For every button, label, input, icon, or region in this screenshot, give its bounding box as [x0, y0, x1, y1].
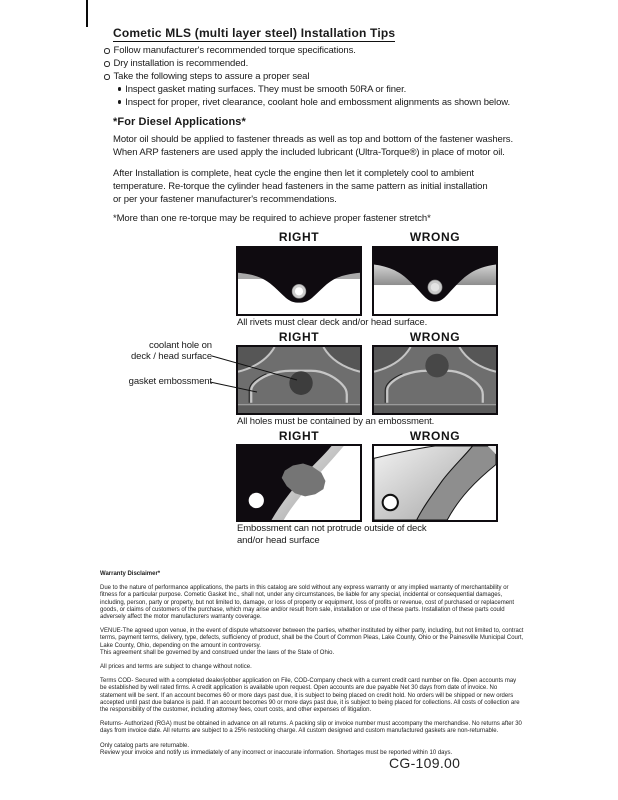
page-code: CG-109.00 — [389, 755, 461, 771]
disclaimer-paragraph: Returns- Authorized (RGA) must be obtained in advance on all returns. A packing slip or invoice number must accompany the merchandise. No returns after 30 days from invoice date. All returns are subject to a 25% restocking charge. All custom designed and custom manufactured gaskets are non-returnable. — [100, 721, 522, 735]
diesel-paragraph-1 — [113, 133, 593, 159]
bullet-icon — [118, 87, 121, 90]
paragraph-line: When ARP fasteners are used apply the included lubricant (Ultra-Torque®) in place of motor oil. — [113, 147, 505, 158]
installation-tips-list — [104, 44, 574, 109]
disclaimer-paragraph: This agreement shall be governed by and construed under the laws of the State of Ohio. — [100, 649, 335, 656]
list-item — [118, 83, 574, 96]
open-bullet-icon — [104, 61, 110, 67]
tip-text: Follow manufacturer's recommended torque specifications. — [113, 45, 356, 56]
disclaimer-paragraph: Terms COD- Secured with a completed dealer/jobber application on File, COD-Company check with a current credit card number on file. Open accounts may be established by well rated firms. A credit application is available upon request. Open accounts are due payable Net 30 days from date of invoice. No statement will be sent. If an account becomes 60 or more days past due, it is subject to being placed on credit hold. No orders will be shipped or new orders accepted until past due balance is paid. If an account becomes 90 or more days past due, it is subject to being placed for collections. All costs of collection are the responsibility of the customer, including attorney fees, court costs, and other expenses of litigation. — [100, 678, 520, 714]
diesel-heading: *For Diesel Applications* — [113, 116, 246, 128]
gasket-embossment-callout: gasket embossment — [128, 376, 212, 387]
wrong-label: WRONG — [409, 429, 461, 443]
coolant-wrong-illustration — [374, 347, 496, 413]
protrude-wrong-illustration — [374, 446, 496, 520]
list-item — [118, 96, 574, 109]
disclaimer-paragraph: Due to the nature of performance applications, the parts in this catalog are sold without any express warranty or any implied warranty of merchantability or fitness for a particular purpose. Cometic Gasket Inc., shall not, under any circumstances, be liable for any special, incidental or consequential damages, including, person, party or property, but not limited to, damage, or loss of property or equipment, loss of profits or revenue, cost of purchased or replacement goods, or claims of customers of the purchase, which may arise and/or result from sale, installation or use of these parts. Installation of these parts could adversely affect the motor manufacturers warranty coverage. — [100, 585, 515, 621]
callout-line: coolant hole on — [149, 340, 212, 351]
paragraph-line: Motor oil should be applied to fastener threads as well as top and bottom of the fastener washers. — [113, 134, 513, 145]
rivet-wrong-illustration — [374, 248, 496, 314]
page-title — [113, 24, 395, 42]
diagram-rivet-right — [236, 246, 362, 316]
rivet-right-illustration — [238, 248, 360, 314]
row2-caption: All holes must be contained by an embossment. — [237, 416, 435, 427]
tip-text: Inspect for proper, rivet clearance, coolant hole and embossment alignments as shown below. — [125, 97, 511, 108]
diesel-paragraph-2 — [113, 167, 593, 206]
paragraph-line: or per your fastener manufacturer's recommendations. — [113, 194, 337, 205]
tip-text: Take the following steps to assure a proper seal — [113, 71, 310, 82]
tip-text: Dry installation is recommended. — [113, 58, 249, 69]
disclaimer-paragraph: Review your invoice and notify us immediately of any incorrect or inaccurate information. Shortages must be reported within 10 days. — [100, 749, 453, 756]
diagram-rivet-wrong — [372, 246, 498, 316]
right-label: RIGHT — [278, 230, 320, 244]
wrong-label: WRONG — [409, 230, 461, 244]
retorque-note: *More than one re-torque may be required to achieve proper fastener stretch* — [113, 213, 431, 224]
row1-caption: All rivets must clear deck and/or head surface. — [237, 317, 428, 328]
wrong-label: WRONG — [409, 330, 461, 344]
tip-text: Inspect gasket mating surfaces. They must be smooth 50RA or finer. — [125, 84, 407, 95]
diagram-protrude-wrong — [372, 444, 498, 522]
coolant-hole-callout — [95, 341, 212, 362]
warranty-disclaimer — [100, 571, 524, 764]
diagram-coolant-wrong — [372, 345, 498, 415]
paragraph-line: After Installation is complete, heat cycle the engine then let it completely cool to ambient — [113, 168, 474, 179]
disclaimer-heading: Warranty Disclaimer* — [100, 571, 161, 577]
right-label: RIGHT — [278, 330, 320, 344]
protrude-right-illustration — [238, 446, 360, 520]
row3-caption: Embossment can not protrude outside of deck and/or head surface — [237, 523, 427, 546]
disclaimer-paragraph: VENUE-The agreed upon venue, in the event of dispute whatsoever between the parties, whether instituted by either party, including, but not limited to, contract terms, payment terms, delivery, type, defects, sufficiency of product, shall be the Court of Common Pleas, Lake County, Ohio or the Painesville Municipal Court, Lake County, Ohio, depending on the amount in controversy. — [100, 628, 524, 649]
open-bullet-icon — [104, 74, 110, 80]
bullet-icon — [118, 100, 121, 103]
crop-mark — [86, 0, 88, 27]
open-bullet-icon — [104, 48, 110, 54]
disclaimer-paragraph: Only catalog parts are returnable. — [100, 742, 190, 749]
right-label: RIGHT — [278, 429, 320, 443]
paragraph-line: temperature. Re-torque the cylinder head fasteners in the same pattern as initial installation — [113, 181, 488, 192]
diagram-protrude-right — [236, 444, 362, 522]
callout-leader-lines — [205, 352, 305, 398]
disclaimer-paragraph: All prices and terms are subject to change without notice. — [100, 664, 252, 671]
callout-line: deck / head surface — [130, 350, 212, 362]
list-item — [104, 44, 574, 57]
list-item — [104, 70, 574, 83]
list-item — [104, 57, 574, 70]
page-title-text: Cometic MLS (multi layer steel) Installation Tips — [113, 26, 396, 40]
